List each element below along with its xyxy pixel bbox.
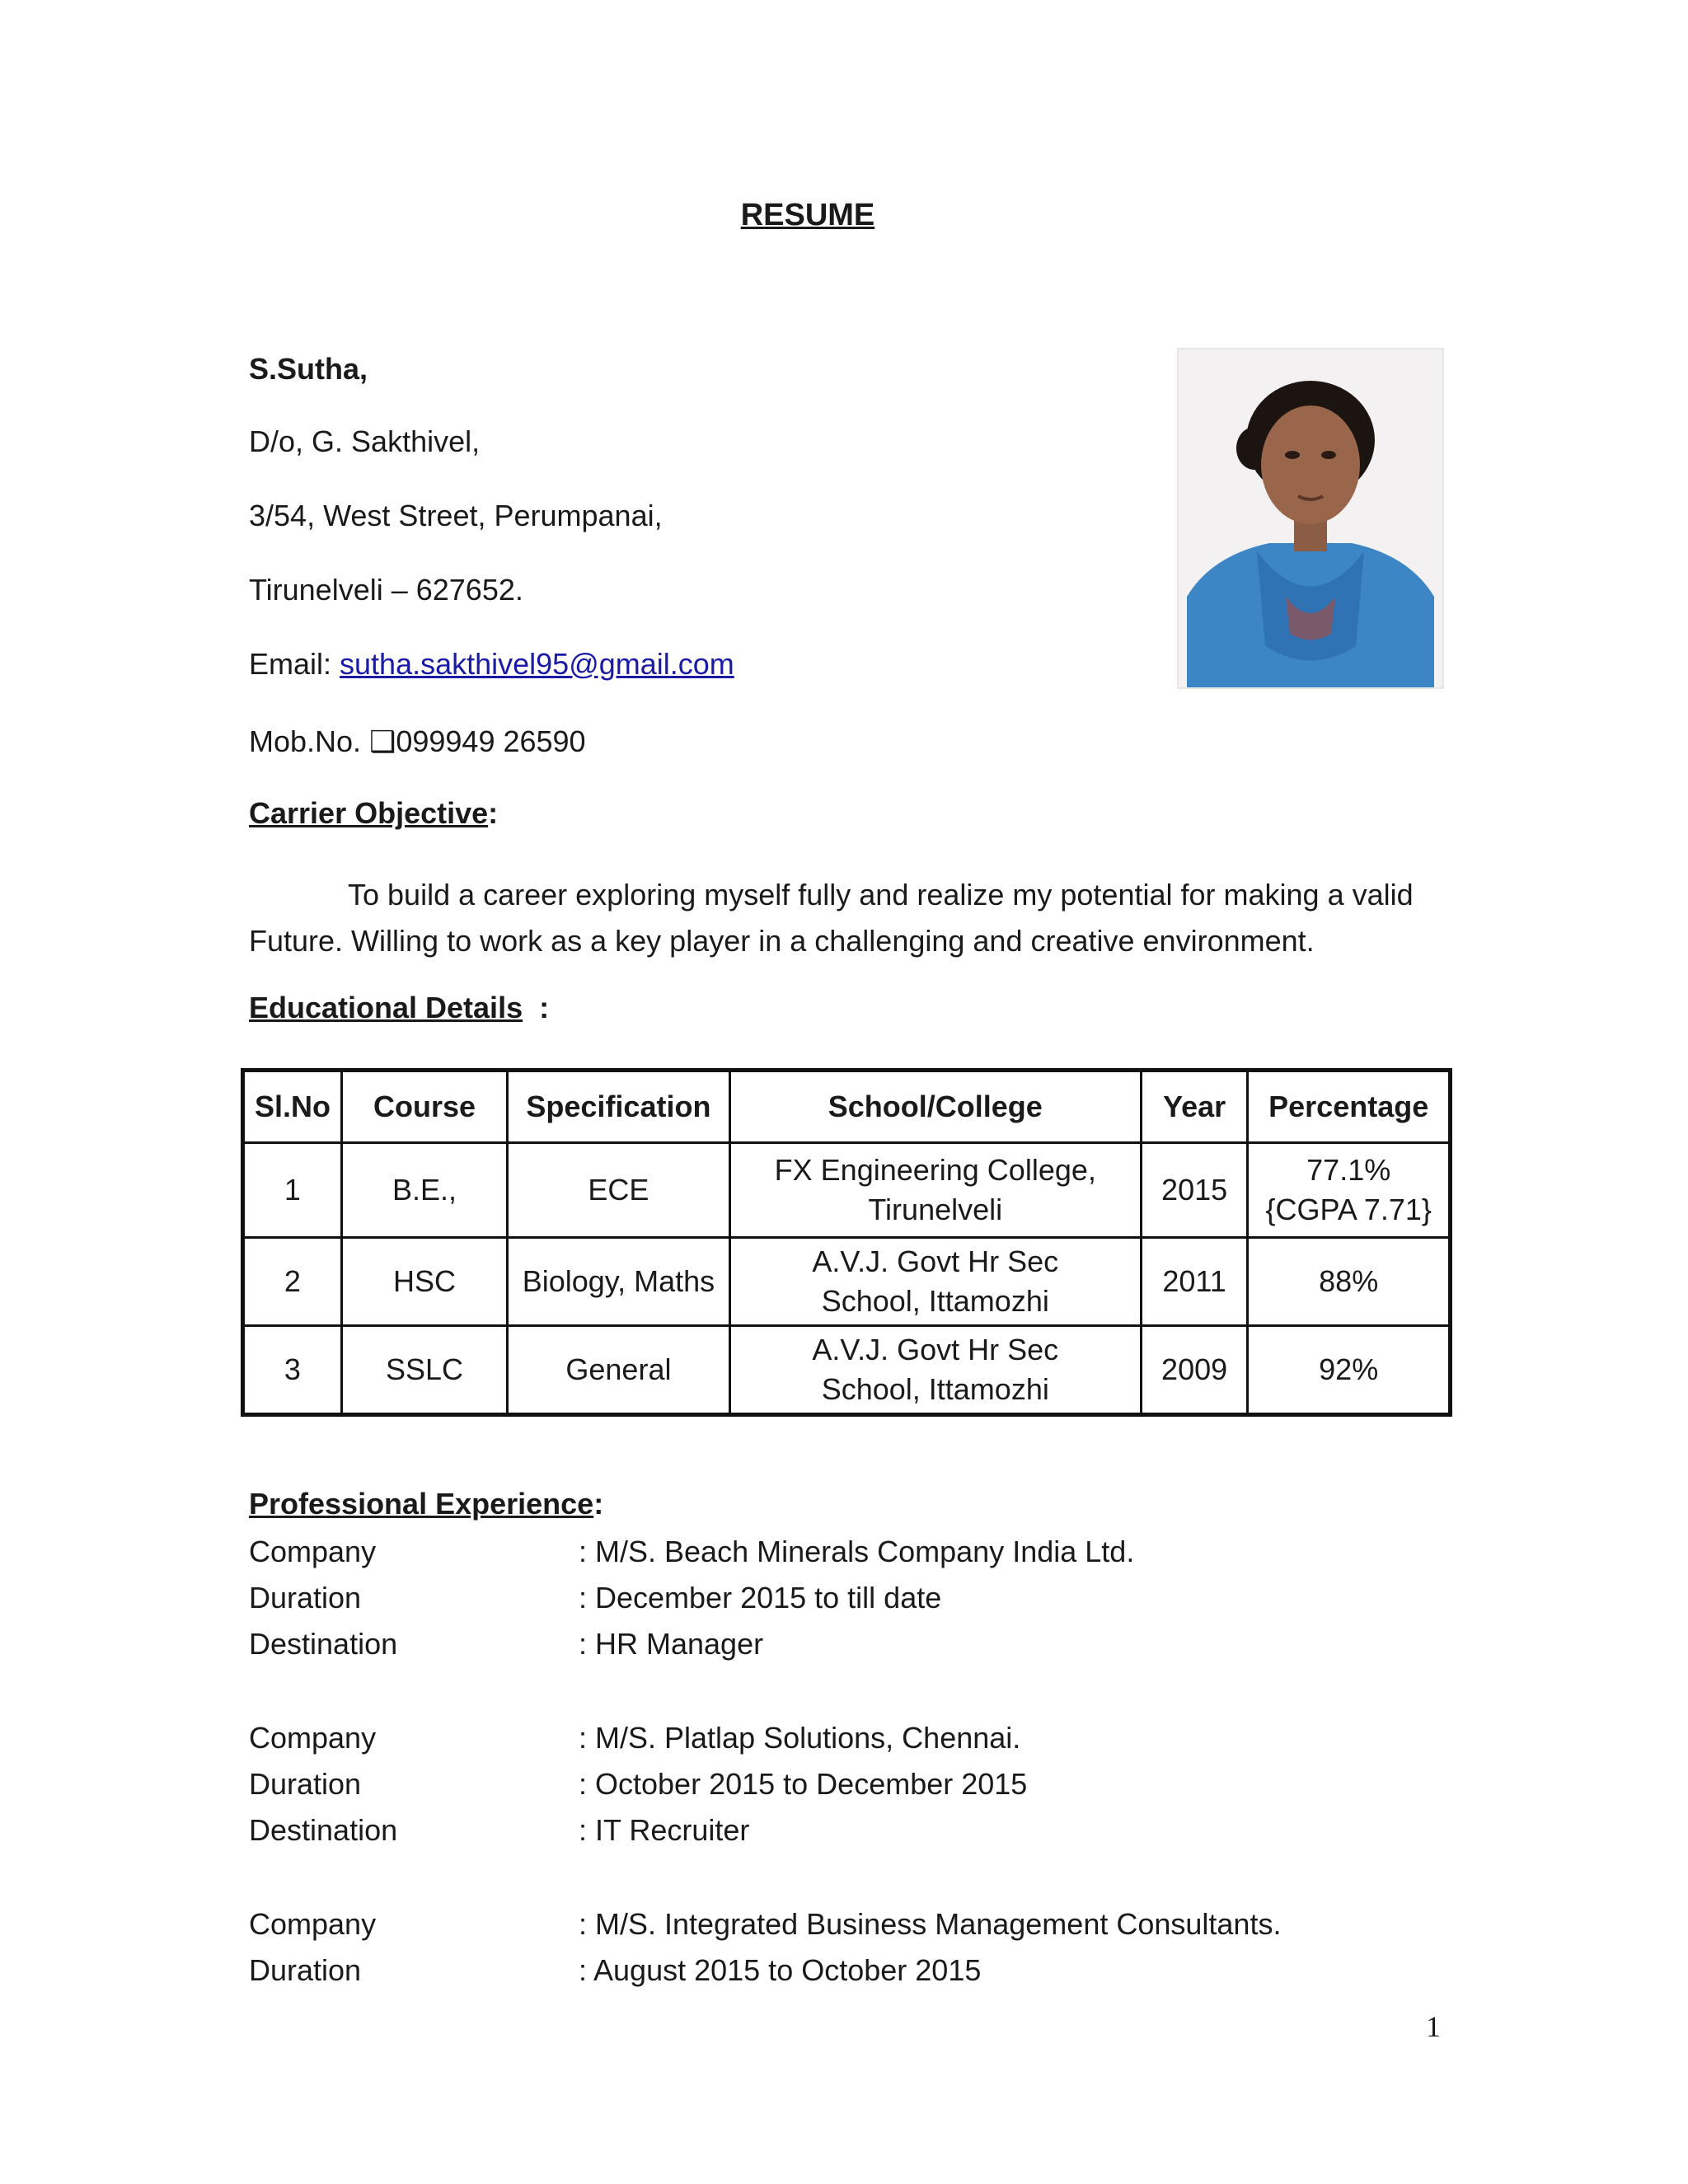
education-heading	[249, 991, 549, 1025]
education-heading-suffix: :	[523, 991, 550, 1024]
email-link[interactable]: sutha.sakthivel95@gmail.com	[340, 647, 734, 681]
experience-3-duration-row	[249, 1953, 981, 1988]
duration-label: Duration	[249, 1581, 362, 1615]
table-cell-year: 2011	[1141, 1238, 1248, 1326]
table-cell-year: 2009	[1141, 1326, 1248, 1415]
company-label: Company	[249, 1721, 377, 1755]
experience-heading-suffix: :	[593, 1487, 604, 1521]
column-header: Sl.No	[243, 1071, 342, 1143]
column-header: Course	[341, 1071, 507, 1143]
table-cell-percentage: 88%	[1248, 1238, 1451, 1326]
duration-label: Duration	[249, 1767, 362, 1801]
table-cell-percentage: 92%	[1248, 1326, 1451, 1415]
table-cell-specification: General	[508, 1326, 730, 1415]
document-title: RESUME	[740, 198, 875, 232]
table-row	[243, 1238, 1451, 1326]
table-cell-school: FX Engineering College, Tirunelveli	[729, 1143, 1141, 1238]
company-value: : M/S. Integrated Business Management Consultants.	[579, 1907, 1282, 1941]
duration-value: : October 2015 to December 2015	[579, 1767, 1028, 1801]
experience-2-duration-row	[249, 1767, 1027, 1802]
table-cell-year: 2015	[1141, 1143, 1248, 1238]
table-cell-school: A.V.J. Govt Hr Sec School, Ittamozhi	[729, 1238, 1141, 1326]
table-cell-percentage: 77.1% {CGPA 7.71}	[1248, 1143, 1451, 1238]
address-line-2: Tirunelveli – 627652.	[249, 573, 523, 607]
experience-1-company-row	[249, 1535, 1134, 1569]
table-row	[243, 1143, 1451, 1238]
company-label: Company	[249, 1535, 377, 1568]
table-cell-course: HSC	[341, 1238, 507, 1326]
mobile-number: ❑099949 26590	[369, 724, 586, 758]
page-number: 1	[1426, 2010, 1441, 2043]
profile-photo-image	[1179, 349, 1442, 687]
objective-paragraph: To build a career exploring myself fully and realize my potential for making a valid Future. Willing to work as a key player in a challenging and creative environment.	[249, 878, 1414, 958]
column-header: Year	[1141, 1071, 1248, 1143]
education-table	[241, 1068, 1452, 1417]
column-header: Percentage	[1248, 1071, 1451, 1143]
objective-text	[249, 872, 1452, 964]
objective-heading-text: Carrier Objective	[249, 796, 489, 830]
experience-3-company-row	[249, 1907, 1281, 1942]
candidate-name: S.Sutha,	[249, 352, 368, 386]
experience-2-destination-row	[249, 1813, 749, 1848]
objective-heading	[249, 796, 498, 831]
destination-label: Destination	[249, 1813, 398, 1847]
experience-2-company-row	[249, 1721, 1020, 1755]
table-cell-slno: 1	[243, 1143, 342, 1238]
company-label: Company	[249, 1907, 377, 1941]
address-line-1: 3/54, West Street, Perumpanai,	[249, 499, 663, 532]
duration-value: : August 2015 to October 2015	[579, 1953, 982, 1987]
email-label: Email:	[249, 647, 340, 681]
destination-value: : IT Recruiter	[579, 1813, 750, 1847]
table-cell-slno: 3	[243, 1326, 342, 1415]
table-cell-specification: Biology, Maths	[508, 1238, 730, 1326]
profile-photo	[1177, 348, 1444, 689]
experience-1-duration-row	[249, 1581, 941, 1615]
experience-1-destination-row	[249, 1627, 763, 1661]
table-cell-slno: 2	[243, 1238, 342, 1326]
table-cell-school: A.V.J. Govt Hr Sec School, Ittamozhi	[729, 1326, 1141, 1415]
company-value: : M/S. Beach Minerals Company India Ltd.	[579, 1535, 1135, 1568]
objective-heading-suffix: :	[488, 796, 499, 830]
mobile-row	[249, 724, 586, 760]
table-header-row	[243, 1071, 1451, 1143]
parent-name: D/o, G. Sakthivel,	[249, 424, 481, 458]
duration-value: : December 2015 to till date	[579, 1581, 942, 1615]
education-heading-text: Educational Details	[249, 991, 523, 1024]
table-cell-course: B.E.,	[341, 1143, 507, 1238]
column-header: Specification	[508, 1071, 730, 1143]
table-row	[243, 1326, 1451, 1415]
experience-heading	[249, 1487, 603, 1521]
email-row	[249, 646, 734, 682]
destination-label: Destination	[249, 1627, 398, 1661]
duration-label: Duration	[249, 1953, 362, 1987]
destination-value: : HR Manager	[579, 1627, 764, 1661]
table-cell-specification: ECE	[508, 1143, 730, 1238]
company-value: : M/S. Platlap Solutions, Chennai.	[579, 1721, 1021, 1755]
experience-heading-text: Professional Experience	[249, 1487, 594, 1521]
table-cell-course: SSLC	[341, 1326, 507, 1415]
mobile-label: Mob.No.	[249, 724, 370, 758]
column-header: School/College	[729, 1071, 1141, 1143]
